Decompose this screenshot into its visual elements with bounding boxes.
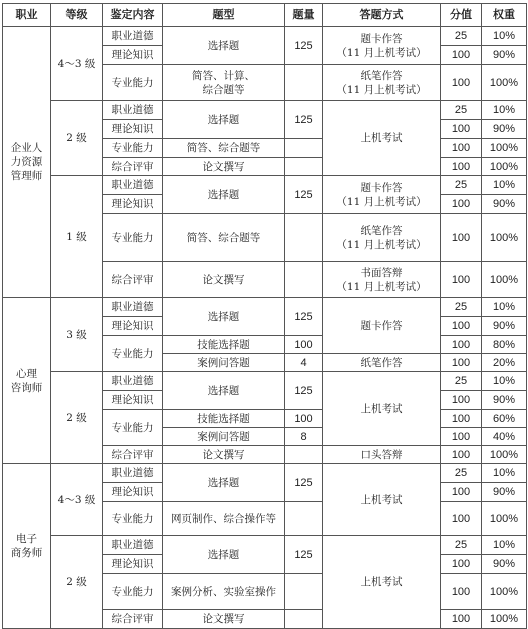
weight-cell: 10% bbox=[482, 464, 527, 483]
type-cell: 技能选择题 bbox=[163, 336, 285, 354]
content-cell: 专业能力 bbox=[103, 574, 163, 610]
weight-cell: 100% bbox=[482, 610, 527, 629]
type-cell: 选择题 bbox=[163, 176, 285, 214]
type-cell: 选择题 bbox=[163, 27, 285, 65]
count-cell bbox=[285, 214, 323, 262]
score-cell: 100 bbox=[441, 610, 482, 629]
weight-cell: 100% bbox=[482, 446, 527, 464]
score-cell: 100 bbox=[441, 502, 482, 536]
type-cell: 论文撰写 bbox=[163, 610, 285, 629]
header-weight: 权重 bbox=[482, 4, 527, 27]
weight-cell: 100% bbox=[482, 158, 527, 176]
count-cell bbox=[285, 262, 323, 298]
count-cell: 125 bbox=[285, 27, 323, 65]
type-cell: 选择题 bbox=[163, 372, 285, 410]
header-question-count: 题量 bbox=[285, 4, 323, 27]
method-cell: 上机考试 bbox=[323, 101, 441, 176]
score-cell: 25 bbox=[441, 176, 482, 195]
level-cell: 4～3 级 bbox=[51, 464, 103, 536]
header-content: 鉴定内容 bbox=[103, 4, 163, 27]
type-cell: 网页制作、综合操作等 bbox=[163, 502, 285, 536]
content-cell: 职业道德 bbox=[103, 298, 163, 317]
weight-cell: 90% bbox=[482, 391, 527, 410]
content-cell: 理论知识 bbox=[103, 483, 163, 502]
count-cell bbox=[285, 158, 323, 176]
method-cell: 纸笔作答 bbox=[323, 354, 441, 372]
weight-cell: 90% bbox=[482, 483, 527, 502]
score-cell: 100 bbox=[441, 446, 482, 464]
level-cell: 3 级 bbox=[51, 298, 103, 372]
method-cell: 纸笔作答 （11 月上机考试） bbox=[323, 214, 441, 262]
content-cell: 理论知识 bbox=[103, 555, 163, 574]
score-cell: 100 bbox=[441, 195, 482, 214]
score-cell: 25 bbox=[441, 298, 482, 317]
score-cell: 100 bbox=[441, 354, 482, 372]
weight-cell: 100% bbox=[482, 214, 527, 262]
score-cell: 100 bbox=[441, 120, 482, 139]
score-cell: 100 bbox=[441, 46, 482, 65]
type-cell: 选择题 bbox=[163, 536, 285, 574]
weight-cell: 100% bbox=[482, 65, 527, 101]
type-cell: 选择题 bbox=[163, 101, 285, 139]
content-cell: 综合评审 bbox=[103, 262, 163, 298]
weight-cell: 100% bbox=[482, 262, 527, 298]
weight-cell: 80% bbox=[482, 336, 527, 354]
content-cell: 综合评审 bbox=[103, 610, 163, 629]
score-cell: 25 bbox=[441, 101, 482, 120]
score-cell: 100 bbox=[441, 336, 482, 354]
header-row bbox=[3, 4, 527, 27]
type-cell: 论文撰写 bbox=[163, 446, 285, 464]
weight-cell: 90% bbox=[482, 555, 527, 574]
count-cell bbox=[285, 446, 323, 464]
level-cell: 2 级 bbox=[51, 101, 103, 176]
content-cell: 职业道德 bbox=[103, 536, 163, 555]
weight-cell: 90% bbox=[482, 317, 527, 336]
table-row bbox=[3, 176, 527, 195]
content-cell: 职业道德 bbox=[103, 464, 163, 483]
count-cell: 125 bbox=[285, 298, 323, 336]
score-cell: 100 bbox=[441, 139, 482, 158]
type-cell: 选择题 bbox=[163, 464, 285, 502]
exam-table bbox=[2, 3, 527, 629]
content-cell: 专业能力 bbox=[103, 502, 163, 536]
count-cell: 100 bbox=[285, 336, 323, 354]
weight-cell: 10% bbox=[482, 176, 527, 195]
weight-cell: 100% bbox=[482, 574, 527, 610]
content-cell: 职业道德 bbox=[103, 27, 163, 46]
content-cell: 理论知识 bbox=[103, 317, 163, 336]
method-cell: 上机考试 bbox=[323, 372, 441, 446]
score-cell: 100 bbox=[441, 214, 482, 262]
type-cell: 案例问答题 bbox=[163, 354, 285, 372]
table-row bbox=[3, 101, 527, 120]
profession-cell: 心理 咨询师 bbox=[3, 298, 51, 464]
score-cell: 100 bbox=[441, 158, 482, 176]
weight-cell: 10% bbox=[482, 101, 527, 120]
method-cell: 纸笔作答 （11 月上机考试） bbox=[323, 65, 441, 101]
type-cell: 技能选择题 bbox=[163, 410, 285, 428]
count-cell: 125 bbox=[285, 101, 323, 139]
score-cell: 100 bbox=[441, 317, 482, 336]
weight-cell: 20% bbox=[482, 354, 527, 372]
content-cell: 专业能力 bbox=[103, 336, 163, 372]
count-cell: 100 bbox=[285, 410, 323, 428]
profession-cell: 电子 商务师 bbox=[3, 464, 51, 629]
count-cell bbox=[285, 139, 323, 158]
type-cell: 简答、综合题等 bbox=[163, 214, 285, 262]
table-row bbox=[3, 464, 527, 483]
count-cell: 125 bbox=[285, 176, 323, 214]
header-profession: 职业 bbox=[3, 4, 51, 27]
score-cell: 100 bbox=[441, 483, 482, 502]
method-cell: 题卡作答 bbox=[323, 298, 441, 354]
content-cell: 职业道德 bbox=[103, 101, 163, 120]
content-cell: 综合评审 bbox=[103, 158, 163, 176]
content-cell: 职业道德 bbox=[103, 372, 163, 391]
method-cell: 题卡作答 （11 月上机考试） bbox=[323, 27, 441, 65]
type-cell: 论文撰写 bbox=[163, 158, 285, 176]
level-cell: 1 级 bbox=[51, 176, 103, 298]
header-question-type: 题型 bbox=[163, 4, 285, 27]
count-cell: 4 bbox=[285, 354, 323, 372]
count-cell bbox=[285, 502, 323, 536]
score-cell: 100 bbox=[441, 391, 482, 410]
content-cell: 专业能力 bbox=[103, 410, 163, 446]
weight-cell: 10% bbox=[482, 372, 527, 391]
level-cell: 2 级 bbox=[51, 536, 103, 629]
level-cell: 4～3 级 bbox=[51, 27, 103, 101]
score-cell: 100 bbox=[441, 428, 482, 446]
score-cell: 100 bbox=[441, 410, 482, 428]
content-cell: 专业能力 bbox=[103, 65, 163, 101]
table-row bbox=[3, 298, 527, 317]
type-cell: 简答、计算、 综合题等 bbox=[163, 65, 285, 101]
content-cell: 专业能力 bbox=[103, 139, 163, 158]
method-cell: 口头答辩 bbox=[323, 446, 441, 464]
score-cell: 25 bbox=[441, 464, 482, 483]
table-row bbox=[3, 536, 527, 555]
content-cell: 理论知识 bbox=[103, 391, 163, 410]
table-row bbox=[3, 27, 527, 46]
method-cell: 书面答辩 （11 月上机考试） bbox=[323, 262, 441, 298]
weight-cell: 90% bbox=[482, 120, 527, 139]
type-cell: 案例分析、实验室操作 bbox=[163, 574, 285, 610]
score-cell: 100 bbox=[441, 65, 482, 101]
count-cell: 125 bbox=[285, 372, 323, 410]
score-cell: 25 bbox=[441, 27, 482, 46]
score-cell: 100 bbox=[441, 555, 482, 574]
count-cell: 125 bbox=[285, 464, 323, 502]
weight-cell: 60% bbox=[482, 410, 527, 428]
weight-cell: 90% bbox=[482, 195, 527, 214]
content-cell: 理论知识 bbox=[103, 195, 163, 214]
type-cell: 简答、综合题等 bbox=[163, 139, 285, 158]
weight-cell: 10% bbox=[482, 536, 527, 555]
content-cell: 理论知识 bbox=[103, 46, 163, 65]
count-cell: 125 bbox=[285, 536, 323, 574]
type-cell: 论文撰写 bbox=[163, 262, 285, 298]
weight-cell: 40% bbox=[482, 428, 527, 446]
score-cell: 25 bbox=[441, 536, 482, 555]
method-cell: 题卡作答 （11 月上机考试） bbox=[323, 176, 441, 214]
method-cell: 上机考试 bbox=[323, 536, 441, 629]
weight-cell: 10% bbox=[482, 298, 527, 317]
score-cell: 25 bbox=[441, 372, 482, 391]
header-answer-method: 答题方式 bbox=[323, 4, 441, 27]
content-cell: 综合评审 bbox=[103, 446, 163, 464]
weight-cell: 10% bbox=[482, 27, 527, 46]
weight-cell: 100% bbox=[482, 502, 527, 536]
header-score: 分值 bbox=[441, 4, 482, 27]
weight-cell: 100% bbox=[482, 139, 527, 158]
content-cell: 专业能力 bbox=[103, 214, 163, 262]
content-cell: 职业道德 bbox=[103, 176, 163, 195]
count-cell bbox=[285, 574, 323, 610]
header-level: 等级 bbox=[51, 4, 103, 27]
method-cell: 上机考试 bbox=[323, 464, 441, 536]
count-cell bbox=[285, 610, 323, 629]
type-cell: 案例问答题 bbox=[163, 428, 285, 446]
profession-cell: 企业人 力资源 管理师 bbox=[3, 27, 51, 298]
table-row bbox=[3, 372, 527, 391]
count-cell bbox=[285, 65, 323, 101]
count-cell: 8 bbox=[285, 428, 323, 446]
type-cell: 选择题 bbox=[163, 298, 285, 336]
weight-cell: 90% bbox=[482, 46, 527, 65]
score-cell: 100 bbox=[441, 574, 482, 610]
level-cell: 2 级 bbox=[51, 372, 103, 464]
content-cell: 理论知识 bbox=[103, 120, 163, 139]
score-cell: 100 bbox=[441, 262, 482, 298]
